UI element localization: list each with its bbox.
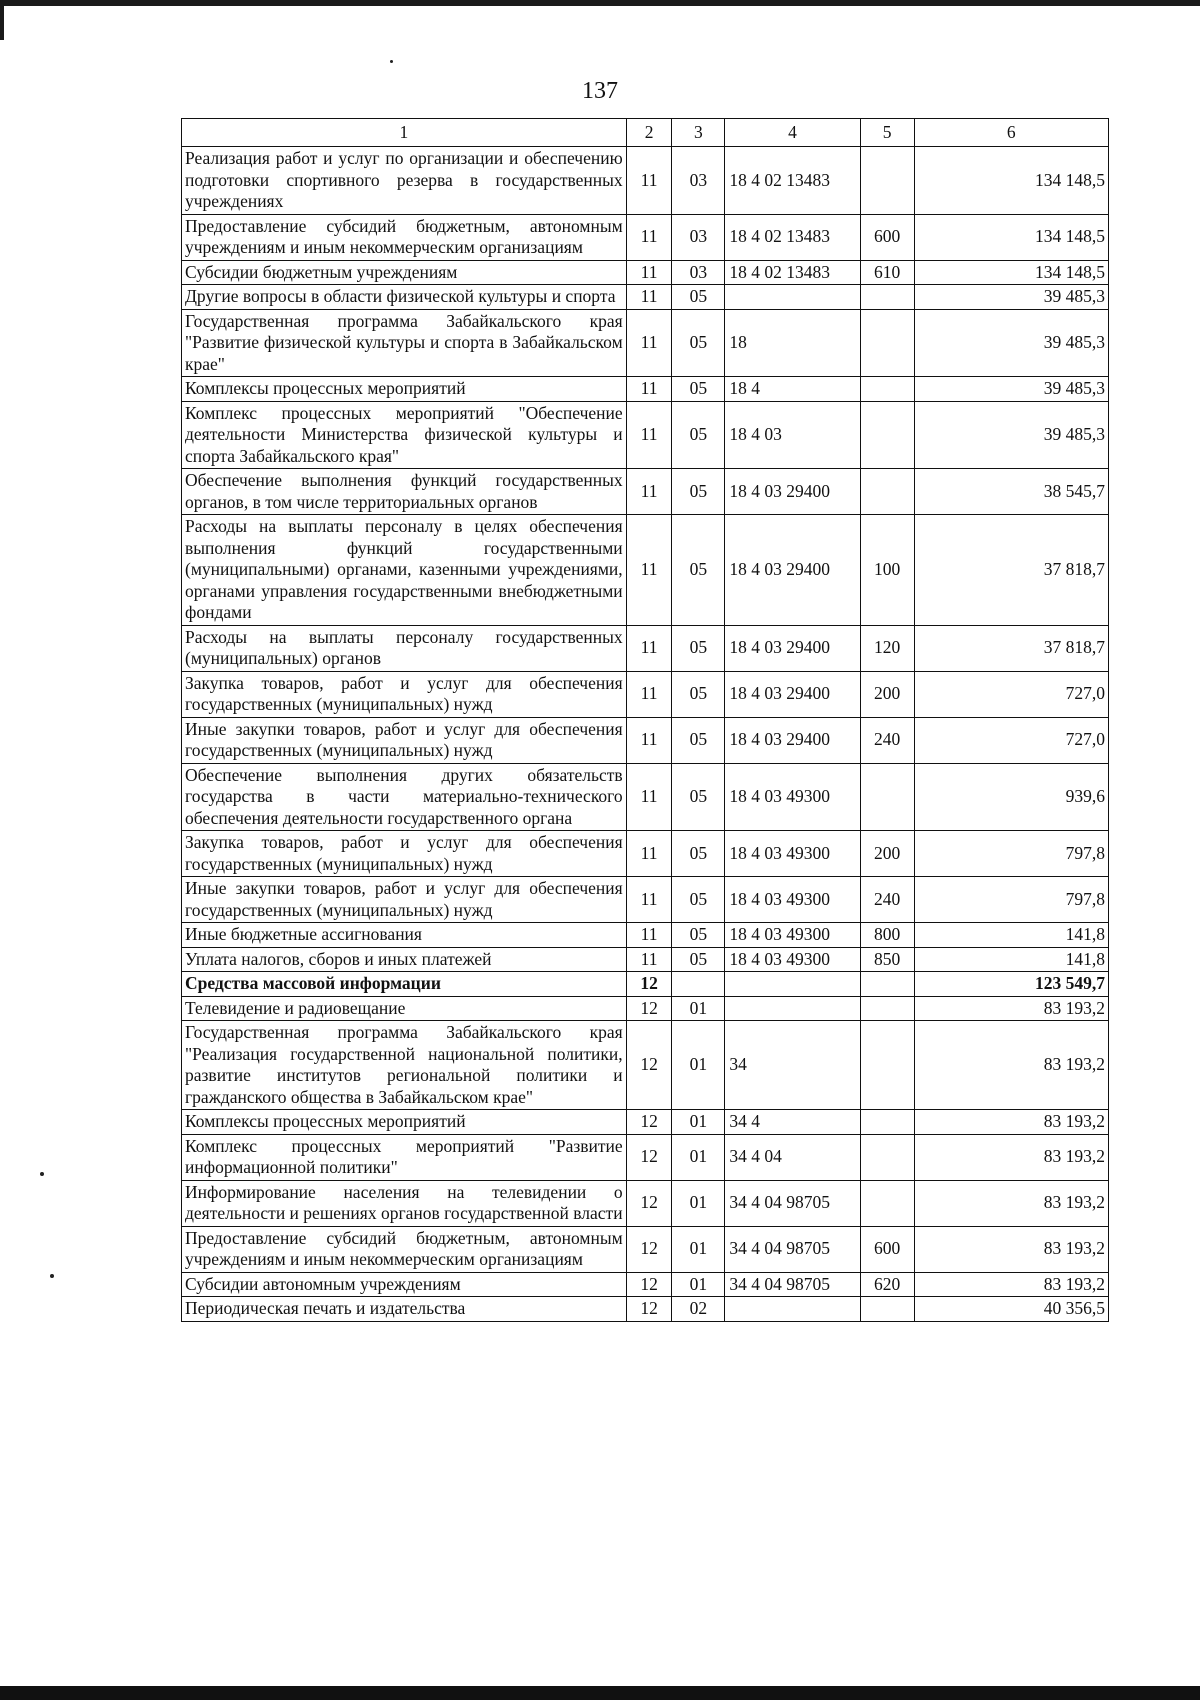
cell-amount: 797,8 xyxy=(914,877,1108,923)
cell-expense-type xyxy=(860,309,914,377)
cell-amount: 38 545,7 xyxy=(914,469,1108,515)
cell-name: Комплекс процессных мероприятий "Развитие информационной политики" xyxy=(182,1134,627,1180)
cell-expense-type xyxy=(860,996,914,1021)
cell-target-article: 34 4 xyxy=(725,1110,860,1135)
cell-subsection: 05 xyxy=(672,947,725,972)
header-col-5: 5 xyxy=(860,119,914,147)
cell-subsection: 03 xyxy=(672,147,725,215)
cell-name: Расходы на выплаты персоналу государственных (муниципальных) органов xyxy=(182,625,627,671)
cell-expense-type: 240 xyxy=(860,717,914,763)
cell-expense-type xyxy=(860,1180,914,1226)
cell-subsection: 01 xyxy=(672,996,725,1021)
cell-subsection: 01 xyxy=(672,1110,725,1135)
cell-target-article: 18 4 03 49300 xyxy=(725,763,860,831)
header-col-1: 1 xyxy=(182,119,627,147)
table-row xyxy=(182,401,1109,469)
cell-section: 12 xyxy=(626,1110,672,1135)
cell-target-article xyxy=(725,285,860,310)
cell-name: Телевидение и радиовещание xyxy=(182,996,627,1021)
cell-expense-type xyxy=(860,147,914,215)
table-row xyxy=(182,947,1109,972)
cell-section: 12 xyxy=(626,972,672,997)
cell-section: 11 xyxy=(626,923,672,948)
cell-subsection: 01 xyxy=(672,1021,725,1110)
cell-target-article: 34 xyxy=(725,1021,860,1110)
cell-amount: 797,8 xyxy=(914,831,1108,877)
cell-subsection: 01 xyxy=(672,1226,725,1272)
cell-subsection: 05 xyxy=(672,671,725,717)
cell-name: Комплекс процессных мероприятий "Обеспечение деятельности Министерства физической культуры и спорта Забайкальского края" xyxy=(182,401,627,469)
cell-name: Государственная программа Забайкальского края "Реализация государственной национальной политики, развитие институтов региональной политики и гражданского общества в Забайкальском крае" xyxy=(182,1021,627,1110)
cell-section: 12 xyxy=(626,1134,672,1180)
table-row xyxy=(182,1110,1109,1135)
cell-amount: 123 549,7 xyxy=(914,972,1108,997)
header-col-3: 3 xyxy=(672,119,725,147)
cell-section: 11 xyxy=(626,515,672,626)
page-number: 137 xyxy=(582,78,618,104)
table-row xyxy=(182,1297,1109,1322)
cell-target-article: 18 4 03 29400 xyxy=(725,625,860,671)
cell-subsection: 05 xyxy=(672,763,725,831)
scan-speck xyxy=(50,1274,54,1278)
cell-expense-type xyxy=(860,972,914,997)
table-row xyxy=(182,1021,1109,1110)
cell-amount: 83 193,2 xyxy=(914,1272,1108,1297)
cell-expense-type: 600 xyxy=(860,1226,914,1272)
cell-subsection: 05 xyxy=(672,285,725,310)
cell-section: 11 xyxy=(626,671,672,717)
table-row xyxy=(182,309,1109,377)
cell-target-article xyxy=(725,972,860,997)
cell-name: Уплата налогов, сборов и иных платежей xyxy=(182,947,627,972)
cell-name: Иные бюджетные ассигнования xyxy=(182,923,627,948)
table-row xyxy=(182,996,1109,1021)
cell-amount: 83 193,2 xyxy=(914,1110,1108,1135)
table-row xyxy=(182,972,1109,997)
cell-subsection: 05 xyxy=(672,717,725,763)
header-col-4: 4 xyxy=(725,119,860,147)
cell-section: 11 xyxy=(626,877,672,923)
cell-amount: 727,0 xyxy=(914,717,1108,763)
scan-edge-left xyxy=(0,0,4,40)
cell-section: 11 xyxy=(626,285,672,310)
cell-section: 11 xyxy=(626,831,672,877)
cell-amount: 39 485,3 xyxy=(914,401,1108,469)
cell-subsection: 05 xyxy=(672,923,725,948)
cell-subsection: 01 xyxy=(672,1134,725,1180)
cell-section: 11 xyxy=(626,947,672,972)
cell-target-article: 18 4 03 49300 xyxy=(725,947,860,972)
cell-target-article: 18 4 03 49300 xyxy=(725,877,860,923)
scan-edge-bottom xyxy=(0,1686,1200,1700)
cell-expense-type: 800 xyxy=(860,923,914,948)
cell-subsection: 05 xyxy=(672,831,725,877)
cell-target-article: 18 4 03 49300 xyxy=(725,923,860,948)
cell-amount: 37 818,7 xyxy=(914,625,1108,671)
cell-subsection: 05 xyxy=(672,309,725,377)
table-row xyxy=(182,377,1109,402)
cell-target-article: 18 4 02 13483 xyxy=(725,147,860,215)
cell-expense-type: 200 xyxy=(860,671,914,717)
cell-amount: 939,6 xyxy=(914,763,1108,831)
cell-name: Комплексы процессных мероприятий xyxy=(182,377,627,402)
cell-expense-type: 240 xyxy=(860,877,914,923)
cell-amount: 134 148,5 xyxy=(914,147,1108,215)
cell-expense-type xyxy=(860,1297,914,1322)
cell-target-article: 34 4 04 xyxy=(725,1134,860,1180)
cell-name: Реализация работ и услуг по организации и обеспечению подготовки спортивного резерва в государственных учреждениях xyxy=(182,147,627,215)
table-row xyxy=(182,831,1109,877)
table-row xyxy=(182,1134,1109,1180)
budget-table xyxy=(181,118,1109,1322)
table-row xyxy=(182,147,1109,215)
cell-expense-type xyxy=(860,469,914,515)
cell-subsection: 02 xyxy=(672,1297,725,1322)
cell-target-article: 18 4 xyxy=(725,377,860,402)
cell-section: 11 xyxy=(626,717,672,763)
table-row xyxy=(182,285,1109,310)
cell-subsection: 01 xyxy=(672,1272,725,1297)
cell-expense-type: 120 xyxy=(860,625,914,671)
cell-target-article xyxy=(725,1297,860,1322)
cell-expense-type xyxy=(860,1134,914,1180)
cell-subsection: 03 xyxy=(672,214,725,260)
cell-target-article: 18 xyxy=(725,309,860,377)
table-row xyxy=(182,625,1109,671)
cell-expense-type: 200 xyxy=(860,831,914,877)
cell-expense-type: 600 xyxy=(860,214,914,260)
cell-expense-type xyxy=(860,1110,914,1135)
cell-name: Предоставление субсидий бюджетным, автономным учреждениям и иным некоммерческим организациям xyxy=(182,214,627,260)
table-row xyxy=(182,1272,1109,1297)
cell-amount: 727,0 xyxy=(914,671,1108,717)
cell-section: 11 xyxy=(626,214,672,260)
cell-section: 12 xyxy=(626,996,672,1021)
cell-expense-type xyxy=(860,1021,914,1110)
table-row xyxy=(182,923,1109,948)
cell-name: Информирование населения на телевидении о деятельности и решениях органов государственной власти xyxy=(182,1180,627,1226)
table-row xyxy=(182,717,1109,763)
cell-subsection: 05 xyxy=(672,515,725,626)
cell-section: 12 xyxy=(626,1180,672,1226)
cell-expense-type xyxy=(860,285,914,310)
cell-amount: 39 485,3 xyxy=(914,377,1108,402)
cell-expense-type: 620 xyxy=(860,1272,914,1297)
cell-section: 12 xyxy=(626,1021,672,1110)
cell-section: 11 xyxy=(626,260,672,285)
table-body xyxy=(182,147,1109,1322)
cell-subsection: 05 xyxy=(672,877,725,923)
table-row xyxy=(182,260,1109,285)
cell-name: Иные закупки товаров, работ и услуг для обеспечения государственных (муниципальных) нужд xyxy=(182,717,627,763)
cell-amount: 141,8 xyxy=(914,923,1108,948)
cell-section: 12 xyxy=(626,1297,672,1322)
cell-name: Комплексы процессных мероприятий xyxy=(182,1110,627,1135)
table-row xyxy=(182,763,1109,831)
cell-subsection: 05 xyxy=(672,469,725,515)
cell-name: Периодическая печать и издательства xyxy=(182,1297,627,1322)
cell-target-article: 18 4 03 29400 xyxy=(725,469,860,515)
cell-section: 11 xyxy=(626,763,672,831)
cell-name: Обеспечение выполнения функций государственных органов, в том числе территориальных органов xyxy=(182,469,627,515)
cell-amount: 83 193,2 xyxy=(914,1226,1108,1272)
cell-target-article: 34 4 04 98705 xyxy=(725,1226,860,1272)
cell-target-article: 18 4 03 29400 xyxy=(725,717,860,763)
cell-name: Субсидии автономным учреждениям xyxy=(182,1272,627,1297)
cell-section: 11 xyxy=(626,401,672,469)
cell-name: Другие вопросы в области физической культуры и спорта xyxy=(182,285,627,310)
scan-speck xyxy=(40,1172,44,1176)
cell-name: Иные закупки товаров, работ и услуг для обеспечения государственных (муниципальных) нужд xyxy=(182,877,627,923)
table-row xyxy=(182,877,1109,923)
header-col-6: 6 xyxy=(914,119,1108,147)
cell-expense-type xyxy=(860,377,914,402)
cell-subsection xyxy=(672,972,725,997)
cell-target-article: 34 4 04 98705 xyxy=(725,1272,860,1297)
table-row xyxy=(182,1180,1109,1226)
cell-target-article xyxy=(725,996,860,1021)
cell-target-article: 18 4 02 13483 xyxy=(725,214,860,260)
table-row xyxy=(182,515,1109,626)
table-row xyxy=(182,671,1109,717)
cell-section: 11 xyxy=(626,469,672,515)
cell-name: Государственная программа Забайкальского края "Развитие физической культуры и спорта в Забайкальском крае" xyxy=(182,309,627,377)
cell-amount: 141,8 xyxy=(914,947,1108,972)
cell-amount: 39 485,3 xyxy=(914,309,1108,377)
cell-amount: 39 485,3 xyxy=(914,285,1108,310)
cell-subsection: 03 xyxy=(672,260,725,285)
cell-amount: 134 148,5 xyxy=(914,260,1108,285)
cell-expense-type: 850 xyxy=(860,947,914,972)
cell-subsection: 05 xyxy=(672,377,725,402)
scan-edge-top xyxy=(0,0,1200,6)
cell-amount: 134 148,5 xyxy=(914,214,1108,260)
cell-name: Предоставление субсидий бюджетным, автономным учреждениям и иным некоммерческим организациям xyxy=(182,1226,627,1272)
cell-section: 11 xyxy=(626,377,672,402)
cell-name: Обеспечение выполнения других обязательств государства в части материально-технического обеспечения деятельности государственного органа xyxy=(182,763,627,831)
cell-name: Расходы на выплаты персоналу в целях обеспечения выполнения функций государственными (муниципальными) органами, казенными учреждениями, органами управления государственными внебюджетными фондами xyxy=(182,515,627,626)
cell-amount: 83 193,2 xyxy=(914,1134,1108,1180)
cell-amount: 40 356,5 xyxy=(914,1297,1108,1322)
cell-name: Средства массовой информации xyxy=(182,972,627,997)
cell-target-article: 18 4 03 29400 xyxy=(725,515,860,626)
cell-name: Субсидии бюджетным учреждениям xyxy=(182,260,627,285)
cell-amount: 83 193,2 xyxy=(914,1180,1108,1226)
cell-target-article: 18 4 03 xyxy=(725,401,860,469)
cell-expense-type: 100 xyxy=(860,515,914,626)
cell-section: 11 xyxy=(626,147,672,215)
table-row xyxy=(182,1226,1109,1272)
cell-amount: 83 193,2 xyxy=(914,996,1108,1021)
cell-target-article: 34 4 04 98705 xyxy=(725,1180,860,1226)
cell-expense-type: 610 xyxy=(860,260,914,285)
cell-expense-type xyxy=(860,763,914,831)
cell-amount: 83 193,2 xyxy=(914,1021,1108,1110)
cell-subsection: 05 xyxy=(672,401,725,469)
cell-subsection: 01 xyxy=(672,1180,725,1226)
cell-section: 12 xyxy=(626,1226,672,1272)
cell-expense-type xyxy=(860,401,914,469)
cell-name: Закупка товаров, работ и услуг для обеспечения государственных (муниципальных) нужд xyxy=(182,671,627,717)
table-header-row xyxy=(182,119,1109,147)
table-row xyxy=(182,214,1109,260)
cell-amount: 37 818,7 xyxy=(914,515,1108,626)
cell-subsection: 05 xyxy=(672,625,725,671)
header-col-2: 2 xyxy=(626,119,672,147)
cell-target-article: 18 4 03 29400 xyxy=(725,671,860,717)
table-row xyxy=(182,469,1109,515)
cell-section: 11 xyxy=(626,309,672,377)
cell-section: 11 xyxy=(626,625,672,671)
scan-speck xyxy=(390,60,393,63)
cell-target-article: 18 4 03 49300 xyxy=(725,831,860,877)
cell-target-article: 18 4 02 13483 xyxy=(725,260,860,285)
cell-section: 12 xyxy=(626,1272,672,1297)
cell-name: Закупка товаров, работ и услуг для обеспечения государственных (муниципальных) нужд xyxy=(182,831,627,877)
